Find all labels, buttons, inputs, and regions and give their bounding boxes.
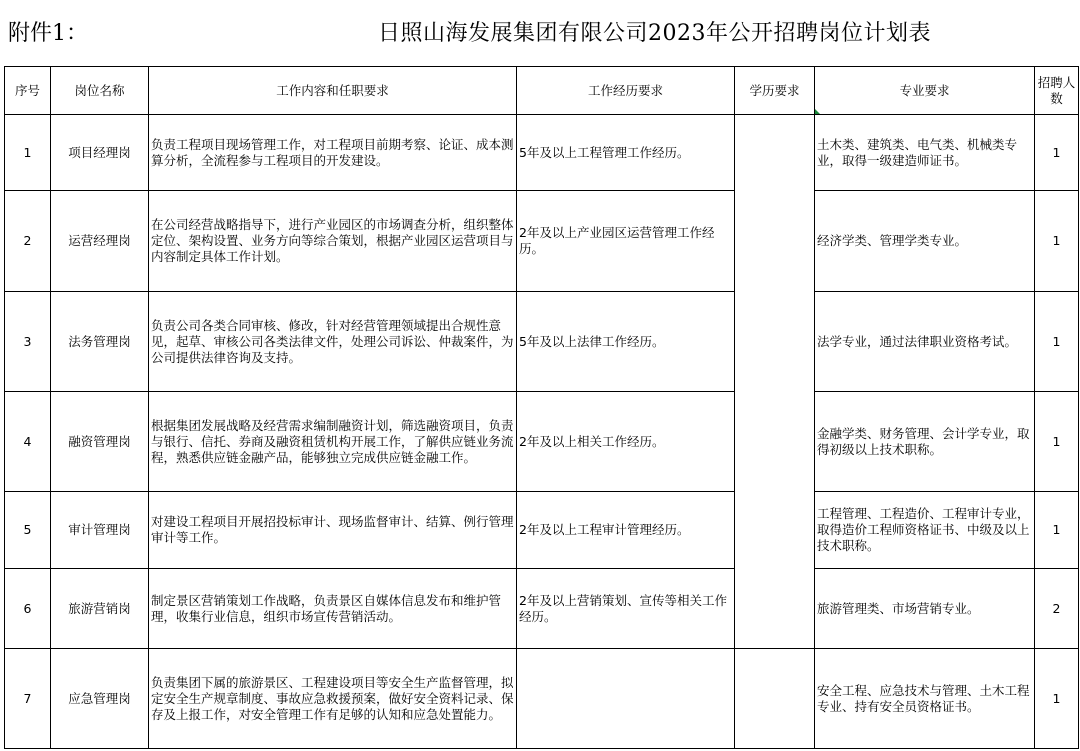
document-header [0, 0, 1080, 62]
table-row [5, 649, 1079, 749]
cell-major: 安全工程、应急技术与管理、土木工程专业、持有安全员资格证书。 [815, 649, 1035, 749]
cell-major: 旅游管理类、市场营销专业。 [815, 569, 1035, 649]
cell-count: 1 [1035, 392, 1079, 492]
table-row [5, 569, 1079, 649]
cell-duties: 制定景区营销策划工作战略，负责景区自媒体信息发布和维护管理，收集行业信息，组织市场宣传营销活动。 [149, 569, 517, 649]
cell-position: 法务管理岗 [51, 292, 149, 392]
cell-count: 1 [1035, 115, 1079, 191]
cell-position: 融资管理岗 [51, 392, 149, 492]
cell-count: 2 [1035, 569, 1079, 649]
column-header-experience: 工作经历要求 [517, 67, 735, 115]
cell-duties: 负责工程项目现场管理工作，对工程项目前期考察、论证、成本测算分析，全流程参与工程项目的开发建设。 [149, 115, 517, 191]
cell-no: 2 [5, 191, 51, 292]
cell-position: 项目经理岗 [51, 115, 149, 191]
column-header-duties: 工作内容和任职要求 [149, 67, 517, 115]
cell-no: 5 [5, 492, 51, 569]
cell-major: 土木类、建筑类、电气类、机械类专业，取得一级建造师证书。 [815, 115, 1035, 191]
cell-major: 工程管理、工程造价、工程审计专业，取得造价工程师资格证书、中级及以上技术职称。 [815, 492, 1035, 569]
cell-education [735, 115, 815, 649]
cell-position: 审计管理岗 [51, 492, 149, 569]
cell-duties: 根据集团发展战略及经营需求编制融资计划，筛选融资项目，负责与银行、信托、券商及融资租赁机构开展工作，了解供应链业务流程，熟悉供应链金融产品，能够独立完成供应链金融工作。 [149, 392, 517, 492]
cell-experience: 5年及以上法律工作经历。 [517, 292, 735, 392]
column-header-major: 专业要求 [815, 67, 1035, 115]
column-header-position: 岗位名称 [51, 67, 149, 115]
recruitment-table [4, 66, 1079, 749]
table-row [5, 292, 1079, 392]
cell-no: 6 [5, 569, 51, 649]
table-row [5, 191, 1079, 292]
cell-major: 经济学类、管理学类专业。 [815, 191, 1035, 292]
cell-no: 7 [5, 649, 51, 749]
cell-experience: 2年及以上工程审计管理经历。 [517, 492, 735, 569]
cell-position: 旅游营销岗 [51, 569, 149, 649]
attachment-label: 附件1： [8, 21, 88, 46]
cell-count: 1 [1035, 292, 1079, 392]
cell-position: 运营经理岗 [51, 191, 149, 292]
cell-count: 1 [1035, 492, 1079, 569]
column-header-count: 招聘人数 [1035, 67, 1079, 115]
cell-experience: 2年及以上相关工作经历。 [517, 392, 735, 492]
cell-education [735, 649, 815, 749]
cell-count: 1 [1035, 649, 1079, 749]
cell-duties: 负责公司各类合同审核、修改，针对经营管理领域提出合规性意见，起草、审核公司各类法律文件，处理公司诉讼、仲裁案件，为公司提供法律咨询及支持。 [149, 292, 517, 392]
cell-experience [517, 649, 735, 749]
cell-no: 3 [5, 292, 51, 392]
cell-duties: 在公司经营战略指导下，进行产业园区的市场调查分析，组织整体定位、架构设置、业务方向等综合策划，根据产业园区运营项目与内容制定具体工作计划。 [149, 191, 517, 292]
table-header-row [5, 67, 1079, 115]
page-title: 日照山海发展集团有限公司2023年公开招聘岗位计划表 [378, 21, 931, 46]
cell-major: 金融学类、财务管理、会计学专业，取得初级以上技术职称。 [815, 392, 1035, 492]
table-row [5, 492, 1079, 569]
cell-experience: 2年及以上营销策划、宣传等相关工作经历。 [517, 569, 735, 649]
cell-experience: 5年及以上工程管理工作经历。 [517, 115, 735, 191]
cell-major: 法学专业，通过法律职业资格考试。 [815, 292, 1035, 392]
cell-experience: 2年及以上产业园区运营管理工作经历。 [517, 191, 735, 292]
cell-count: 1 [1035, 191, 1079, 292]
cell-position: 应急管理岗 [51, 649, 149, 749]
column-header-education: 学历要求 [735, 67, 815, 115]
cell-no: 1 [5, 115, 51, 191]
table-row [5, 392, 1079, 492]
column-header-no: 序号 [5, 67, 51, 115]
table-row [5, 115, 1079, 191]
cell-duties: 负责集团下属的旅游景区、工程建设项目等安全生产监督管理，拟定安全生产规章制度、事故应急救援预案，做好安全资料记录、保存及上报工作，对安全管理工作有足够的认知和应急处置能力。 [149, 649, 517, 749]
cell-no: 4 [5, 392, 51, 492]
cell-duties: 对建设工程项目开展招投标审计、现场监督审计、结算、例行管理审计等工作。 [149, 492, 517, 569]
